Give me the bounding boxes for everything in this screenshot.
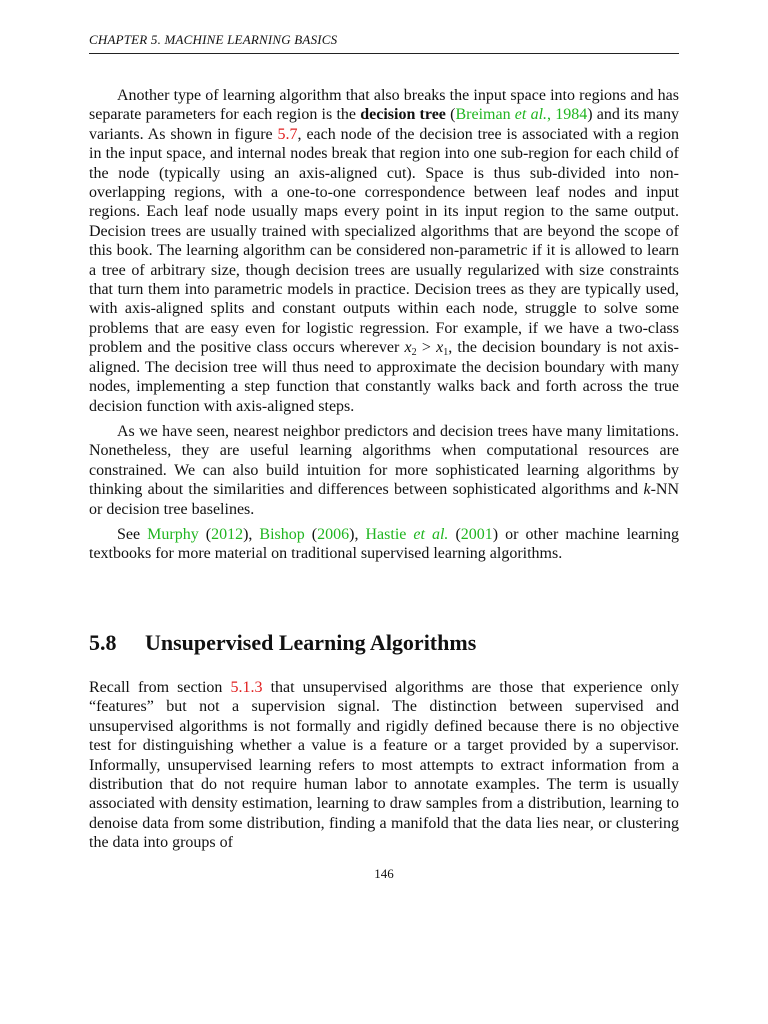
section-number: 5.8 <box>89 630 117 655</box>
text-run: ( <box>445 106 456 124</box>
citation-etal: et al. <box>514 106 548 124</box>
paragraph-decision-tree <box>89 86 679 416</box>
text-run: See <box>117 525 148 543</box>
citation-link-hastie[interactable] <box>365 526 448 543</box>
citation-year: , 1984 <box>547 106 588 124</box>
text-run: Another type of learning algorithm that also breaks the input space into regions and has separate parameters for each region is the <box>89 87 679 124</box>
page-number: 146 <box>374 866 394 881</box>
bold-term-decision-tree: decision tree <box>360 106 446 124</box>
text-run: Recall from section <box>89 679 231 696</box>
text-run: ), <box>243 525 260 543</box>
section-title: Unsupervised Learning Algorithms <box>145 630 477 655</box>
paragraph-limitations <box>89 422 679 519</box>
section-link-5-1-3[interactable]: 5.1.3 <box>230 679 263 696</box>
text-run: ), <box>349 525 366 543</box>
math-subscript: 1 <box>443 347 449 359</box>
header-rule <box>89 53 679 54</box>
citation-link-bishop-year[interactable]: 2006 <box>317 525 350 543</box>
citation-author: Breiman <box>455 106 515 124</box>
math-x: x <box>404 339 412 357</box>
math-k: k <box>643 481 651 499</box>
text-run: -NN or decision tree baselines. <box>89 481 679 518</box>
math-subscript: 2 <box>411 347 417 359</box>
citation-link-bishop[interactable]: Bishop <box>259 525 305 543</box>
text-run: As we have seen, nearest neighbor predictors and decision trees have many limitations. Nonetheless, they are useful learning algorithms when computational resources are constrained. We can also build intuition for more sophisticated learning algorithms by thinking about the similarities and differences between sophisticated algorithms and <box>89 422 679 499</box>
math-x: x <box>436 339 444 357</box>
citation-link-hastie-year[interactable]: 2001 <box>460 525 493 543</box>
math-operator: > <box>416 339 437 357</box>
running-head: CHAPTER 5. MACHINE LEARNING BASICS <box>89 32 338 47</box>
citation-link-murphy[interactable]: Murphy <box>147 525 199 543</box>
paragraph-unsupervised <box>89 678 679 853</box>
citation-etal: et al. <box>413 525 449 543</box>
section-body-text <box>89 678 679 853</box>
body-text <box>89 86 679 564</box>
text-run: , the decision boundary is not axis-aligned. The decision tree will thus need to approximate the decision boundary with many nodes, implementing a step function that constantly walks back and forth across the true decision function with axis-aligned steps. <box>89 339 679 415</box>
text-run: ) or other machine learning textbooks for more material on traditional supervised learning algorithms. <box>89 525 680 563</box>
citation-link-murphy-year[interactable]: 2012 <box>211 525 244 543</box>
text-run: ( <box>304 525 318 543</box>
text-run: ( <box>198 525 212 543</box>
text-run: that unsupervised algorithms are those that experience only “features” but not a supervision signal. The distinction between supervised and unsupervised algorithms is not formally and rigidly defined because there is no objective test for distinguishing whether a value is a feature or a target provided by a supervisor. Informally, unsupervised learning refers to most attempts to extract information from a distribution that do not require human labor to annotate examples. The term is usually associated with density estimation, learning to draw samples from a distribution, learning to denoise data from some distribution, finding a manifold that the data lies near, or clustering the data into groups of <box>89 679 679 852</box>
citation-author: Hastie <box>365 525 414 543</box>
section-heading <box>89 630 679 656</box>
text-run: , each node of the decision tree is associated with a region in the input space, and internal nodes break that region into one sub-region for each child of the node (typically using an axis-aligned cut). Space is thus sub-divided into non-overlapping regions, with a one-to-one correspondence between leaf nodes and input regions. Each leaf node usually maps every point in its input region to the same output. Decision trees are usually trained with specialized algorithms that are beyond the scope of this book. The learning algorithm can be considered non-parametric if it is allowed to learn a tree of arbitrary size, though decision trees are usually regularized with size constraints that turn them into parametric models in practice. Decision trees as they are typically used, with axis-aligned splits and constant outputs within each node, struggle to solve some problems that are easy even for logistic regression. For example, if we have a two-class problem and the positive class occurs wherever <box>89 125 680 357</box>
paragraph-references <box>89 525 679 564</box>
text-run: ( <box>448 525 461 543</box>
figure-link-5-7[interactable]: 5.7 <box>277 125 298 143</box>
citation-link-breiman[interactable] <box>455 106 587 123</box>
text-run: ) and its many variants. As shown in figure <box>89 106 680 143</box>
